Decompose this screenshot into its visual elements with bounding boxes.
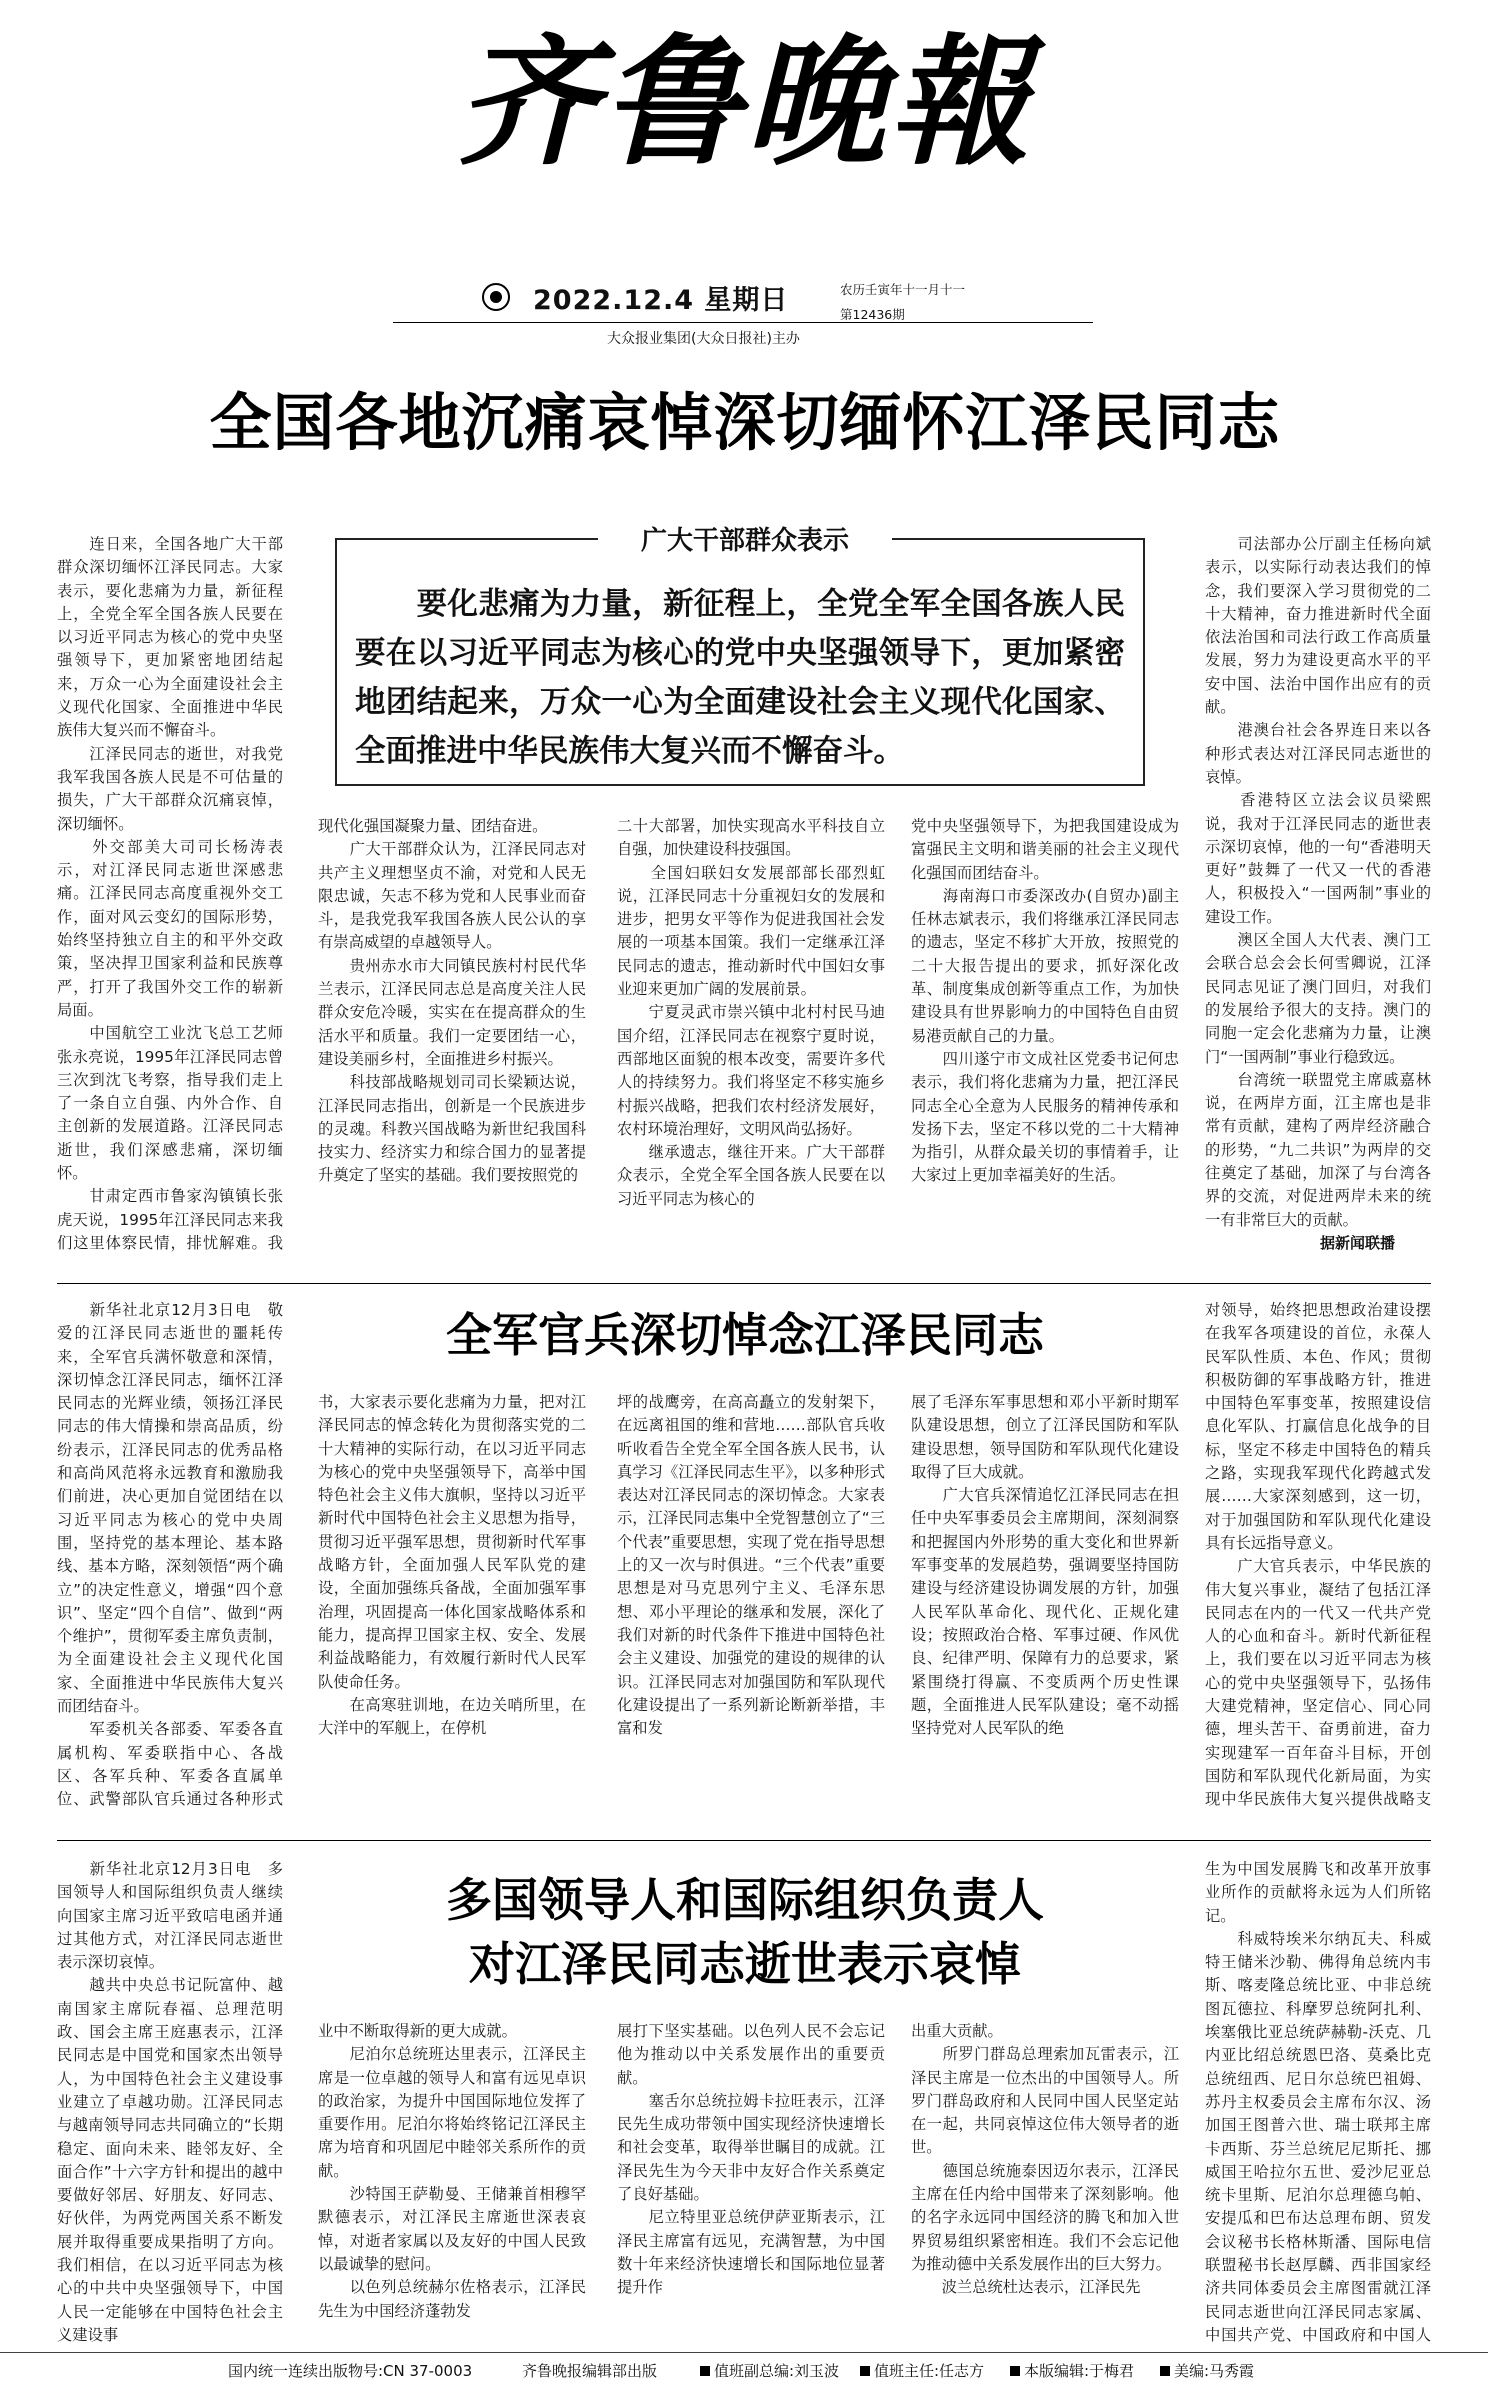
bullet-icon bbox=[1010, 2366, 1020, 2376]
bullet-icon bbox=[1160, 2366, 1170, 2376]
section-headline: 全军官兵深切悼念江泽民同志 bbox=[446, 1308, 1044, 1362]
section-divider bbox=[57, 1283, 1431, 1284]
quote-label: 广大干部群众表示 bbox=[598, 524, 892, 558]
footer-page-editor: 本版编辑:于梅君 bbox=[1024, 2362, 1135, 2380]
issue-number: 第12436期 bbox=[840, 307, 905, 322]
footer-cn-number: 国内统一连续出版物号:CN 37-0003 bbox=[228, 2362, 473, 2380]
article-column: 对领导，始终把思想政治建设摆在我军各项建设的首位，永葆人民军队性质、本色、作风；贯彻积极防御的军事战略方针，推进中国特色军事变革，按照建设信息化军队、打赢信息化战争的目标，坚定不移走中国特色的精兵之路，实现我军现代化跨越式发展……大家深刻感到，这一切，对于加强国防和军队现代化建设具有长远指导意义。 广大官兵表示，中华民族的伟大复兴事业，凝结了包括江泽民同志在内的一代又一代共产党人的心血和奋斗。新时代新征程上，我们要在以习近平同志为核心的党中央坚强领导下，弘扬伟大建党精神，坚定信心、同心同德，埋头苦干、奋勇前进，奋力实现建军一百年奋斗目标，开创国防和军队现代化新局面，为实现中华民族伟大复兴提供战略支 bbox=[1205, 1301, 1431, 1809]
article-column: 书，大家表示要化悲痛为力量，把对江泽民同志的悼念转化为贯彻落实党的二十大精神的实际行动，在以习近平同志为核心的党中央坚强领导下，高举中国特色社会主义伟大旗帜，坚持以习近平新时代中国特色社会主义思想为指导，贯彻习近平强军思想，贯彻新时代军事战略方针，全面加强人民军队党的建设，全面加强练兵备战，全面加强军事治理，巩固提高一体化国家战略体系和能力，提高捍卫国家主权、安全、发展利益战略能力，有效履行新时代人民军队使命任务。 在高寒驻训地，在边关哨所里，在大洋中的军舰上，在停机 bbox=[318, 1393, 586, 1738]
article-column: 展了毛泽东军事思想和邓小平新时期军队建设思想，创立了江泽民国防和军队建设思想，领导国防和军队现代化建设取得了巨大成就。 广大官兵深情追忆江泽民同志在担任中央军事委员会主席期间，深刻洞察和把握国内外形势的重大变化和世界新军事变革的发展趋势，强调要坚持国防建设与经济建设协调发展的方针，加强人民军队革命化、现代化、正规化建设；按照政治合格、军事过硬、作风优良、纪律严明、保障有力的总要求，紧紧围绕打得赢、不变质两个历史性课题，全面推进人民军队建设；毫不动摇坚持党对人民军队的绝 bbox=[911, 1393, 1179, 1738]
masthead-rule bbox=[393, 322, 1093, 323]
bullet-icon bbox=[860, 2366, 870, 2376]
emblem-icon bbox=[482, 283, 510, 311]
quote-text: 要化悲痛为力量，新征程上，全党全军全国各族人民要在以习近平同志为核心的党中央坚强领导下，更加紧密地团结起来，万众一心为全面建设社会主义现代化国家、全面推进中华民族伟大复兴而不懈奋斗。 bbox=[355, 587, 1125, 769]
footer-art-editor: 美编:马秀霞 bbox=[1174, 2362, 1255, 2380]
article-column: 新华社北京12月3日电 多国领导人和国际组织负责人继续向国家主席习近平致唁电函并通过其他方式，对江泽民同志逝世表示深切哀悼。 越共中央总书记阮富仲、越南国家主席阮春福、总理范明政、国会主席王庭惠表示，江泽民同志是中国党和国家杰出领导人，为中国特色社会主义建设事业建立了卓越功勋。江泽民同志与越南领导同志共同确立的“长期稳定、面向未来、睦邻友好、全面合作”十六字方针和提出的越中要做好邻居、好朋友、好同志、好伙伴，为两党两国关系不断发展并取得重要成果指明了方向。我们相信，在以习近平同志为核心的中共中央坚强领导下，中国人民一定能够在中国特色社会主义建设事 bbox=[57, 1860, 283, 2344]
bullet-icon bbox=[700, 2366, 710, 2376]
article-column: 业中不断取得新的更大成就。 尼泊尔总统班达里表示，江泽民主席是一位卓越的领导人和富有远见卓识的政治家，为提升中国国际地位发挥了重要作用。尼泊尔将始终铭记江泽民主席为培育和巩固尼中睦邻关系所作的贡献。 沙特国王萨勒曼、王储兼首相穆罕默德表示，对江泽民主席逝世深表哀悼，对逝者家属以及友好的中国人民致以最诚挚的慰问。 以色列总统赫尔佐格表示，江泽民先生为中国经济蓬勃发 bbox=[318, 2022, 586, 2320]
article-column: 新华社北京12月3日电 敬爱的江泽民同志逝世的噩耗传来，全军官兵满怀敬意和深情，深切悼念江泽民同志，缅怀江泽民同志的光辉业绩，领扬江泽民同志的伟大情操和崇高品质，纷纷表示，江泽民同志的优秀品格和高尚风范将永远教育和激励我们前进，决心更加自觉团结在以习近平同志为核心的党中央周围，坚持党的基本理论、基本路线、基本方略，深刻领悟“两个确立”的决定性意义，增强“四个意识”、坚定“四个自信”、做到“两个维护”，贯彻军委主席负责制，为全面建设社会主义现代化国家、全面推进中华民族伟大复兴而团结奋斗。 军委机关各部委、军委各直属机构、军委联指中心、各战区、各军兵种、军委各直属单位、武警部队官兵通过各种形式 bbox=[57, 1301, 283, 1809]
issue-date: 2022.12.4 星期日 bbox=[533, 285, 789, 316]
footer-duty-director: 值班主任:任志方 bbox=[874, 2362, 985, 2380]
article-column: 二十大部署，加快实现高水平科技自立自强，加快建设科技强国。 全国妇联妇女发展部部长邵烈虹说，江泽民同志十分重视妇女的发展和进步，把男女平等作为促进我国社会发展的一项基本国策。我们一定继承江泽民同志的遗志，推动新时代中国妇女事业迎来更加广阔的发展前景。 宁夏灵武市崇兴镇中北村村民马迪国介绍，江泽民同志在视察宁夏时说，西部地区面貌的根本改变，需要许多代人的持续努力。我们将坚定不移实施乡村振兴战略，把我们农村经济发展好，农村环境治理好，文明风尚弘扬好。 继承遗志，继往开来。广大干部群众表示，全党全军全国各族人民要在以习近平同志为核心的 bbox=[617, 817, 885, 1208]
main-headline: 全国各地沉痛哀悼深切缅怀江泽民同志 bbox=[209, 386, 1281, 459]
section-headline: 对江泽民同志逝世表示哀悼 bbox=[469, 1937, 1021, 1991]
footer-rule bbox=[0, 2352, 1488, 2353]
article-credit: 据新闻联播 bbox=[1320, 1234, 1396, 1252]
article-column: 生为中国发展腾飞和改革开放事业所作的贡献将永远为人们所铭记。 科威特埃米尔纳瓦夫、科威特王储米沙勒、佛得角总统内韦斯、喀麦隆总统比亚、中非总统图瓦德拉、科摩罗总统阿扎利、埃塞俄比亚总统萨赫勒-沃克、几内亚比绍总统恩巴洛、莫桑比克总统纽西、尼日尔总统巴祖姆、苏丹主权委员会主席布尔汉、汤加国王图普六世、瑞士联邦主席卡西斯、芬兰总统尼尼斯托、挪威国王哈拉尔五世、爱沙尼亚总统卡里斯、尼泊尔总理德乌帕、安提瓜和巴布达总理布朗、贸发会议秘书长格林斯潘、国际电信联盟秘书长赵厚麟、西非国家经济共同体委员会主席图雷就江泽民同志逝世向江泽民同志家属、中国共产党、中国政府和中国人 bbox=[1205, 1860, 1431, 2344]
article-column: 连日来，全国各地广大干部群众深切缅怀江泽民同志。大家表示，要化悲痛为力量，新征程上，全党全军全国各族人民要在以习近平同志为核心的党中央坚强领导下，更加紧密地团结起来，万众一心为全面建设社会主义现代化国家、全面推进中华民族伟大复兴而不懈奋斗。 江泽民同志的逝世，对我党我军我国各族人民是不可估量的损失，广大干部群众沉痛哀悼，深切缅怀。 外交部美大司司长杨涛表示，对江泽民同志逝世深感悲痛。江泽民同志高度重视外交工作，面对风云变幻的国际形势，始终坚持独立自主的和平外交政策，坚决捍卫国家利益和民族尊严，打开了我国外交工作的崭新局面。 中国航空工业沈飞总工艺师张永亮说，1995年江泽民同志曾三次到沈飞考察，指导我们走上了一条自立自强、内外合作、自主创新的发展道路。江泽民同志逝世，我们深感悲痛，深切缅怀。 甘肃定西市鲁家沟镇镇长张虎天说，1995年江泽民同志来我们这里体察民情，排忧解难。我 bbox=[57, 535, 283, 1252]
lunar-date: 农历壬寅年十一月十一 bbox=[840, 282, 966, 297]
article-column: 党中央坚强领导下，为把我国建设成为富强民主文明和谐美丽的社会主义现代化强国而团结奋斗。 海南海口市委深改办(自贸办)副主任林志斌表示，我们将继承江泽民同志的遗志，坚定不移扩大开放，按照党的二十大报告提出的要求，抓好深化改革、制度集成创新等重点工作，为加快建设具有世界影响力的中国特色自由贸易港贡献自己的力量。 四川遂宁市文成社区党委书记何忠表示，我们将化悲痛为力量，把江泽民同志全心全意为人民服务的精神传承和发扬下去，坚定不移以党的二十大精神为指引，从群众最关切的事情着手，让大家过上更加幸福美好的生活。 bbox=[911, 817, 1179, 1185]
article-column: 展打下坚实基础。以色列人民不会忘记他为推动以中关系发展作出的重要贡献。 塞舌尔总统拉姆卡拉旺表示，江泽民先生成功带领中国实现经济快速增长和社会变革，取得举世瞩目的成就。江泽民先生为今天非中友好合作关系奠定了良好基础。 尼立特里亚总统伊萨亚斯表示，江泽民主席富有远见，充满智慧，为中国数十年来经济快速增长和国际地位显著提升作 bbox=[617, 2022, 885, 2297]
section-headline: 多国领导人和国际组织负责人 bbox=[446, 1873, 1044, 1927]
newspaper-masthead: 齐鲁晚報 bbox=[456, 21, 1033, 185]
article-column: 坪的战鹰旁，在高高矗立的发射架下，在远离祖国的维和营地……部队官兵收听收看告全党全军全国各族人民书，认真学习《江泽民同志生平》，以多种形式表达对江泽民同志的深切悼念。大家表示，江泽民同志集中全党智慧创立了“三个代表”重要思想，实现了党在指导思想上的又一次与时俱进。“三个代表”重要思想是对马克思列宁主义、毛泽东思想、邓小平理论的继承和发展，深化了我们对新的时代条件下推进中国特色社会主义建设、加强党的建设的规律的认识。江泽民同志对加强国防和军队现代化建设提出了一系列新论断新举措，丰富和发 bbox=[617, 1393, 885, 1738]
article-column: 现代化强国凝聚力量、团结奋进。 广大干部群众认为，江泽民同志对共产主义理想坚贞不渝，对党和人民无限忠诚，矢志不移为党和人民事业而奋斗，是我党我军我国各族人民公认的享有崇高威望的卓越领导人。 贵州赤水市大同镇民族村村民代华兰表示，江泽民同志总是高度关注人民群众安危冷暖，实实在在提高群众的生活水平和质量。我们一定要团结一心，建设美丽乡村，全面推进乡村振兴。 科技部战略规划司司长梁颖达说，江泽民同志指出，创新是一个民族进步的灵魂。科教兴国战略为新世纪我国科技实力、经济实力和综合国力的显著提升奠定了坚实的基础。我们要按照党的 bbox=[318, 817, 586, 1185]
publisher-line: 大众报业集团(大众日报社)主办 bbox=[607, 331, 800, 347]
article-column: 出重大贡献。 所罗门群岛总理索加瓦雷表示，江泽民主席是一位杰出的中国领导人。所罗门群岛政府和人民同中国人民坚定站在一起，共同哀悼这位伟大领导者的逝世。 德国总统施泰因迈尔表示，江泽民主席在任内给中国带来了深刻影响。他的名字永远同中国经济的腾飞和加入世界贸易组织紧密相连。我们不会忘记他为推动德中关系发展作出的巨大努力。 波兰总统杜达表示，江泽民先 bbox=[911, 2022, 1179, 2297]
footer-publisher: 齐鲁晚报编辑部出版 bbox=[522, 2362, 658, 2380]
article-column: 司法部办公厅副主任杨向斌表示，以实际行动表达我们的悼念，我们要深入学习贯彻党的二十大精神，奋力推进新时代全面依法治国和司法行政工作高质量发展，努力为建设更高水平的平安中国、法治中国作出应有的贡献。 港澳台社会各界连日来以各种形式表达对江泽民同志逝世的哀悼。 香港特区立法会议员梁熙说，我对于江泽民同志的逝世表示深切哀悼，他的一句“香港明天更好”鼓舞了一代又一代的香港人，积极投入“一国两制”事业的建设工作。 澳区全国人大代表、澳门工会联合总会会长何雪卿说，江泽民同志见证了澳门回归，对我们的发展给予很大的支持。澳门的同胞一定会化悲痛为力量，让澳门“一国两制”事业行稳致远。 台湾统一联盟党主席戚嘉林说，在两岸方面，江主席也是非常有贡献，建构了两岸经济融合的形势，“九二共识”为两岸的交往奠定了基础，加深了与台湾各界的交流，对促进两岸未来的统一有非常巨大的贡献。 bbox=[1205, 535, 1431, 1229]
footer-chief-editor: 值班副总编:刘玉波 bbox=[714, 2362, 840, 2380]
section-divider bbox=[57, 1840, 1431, 1841]
